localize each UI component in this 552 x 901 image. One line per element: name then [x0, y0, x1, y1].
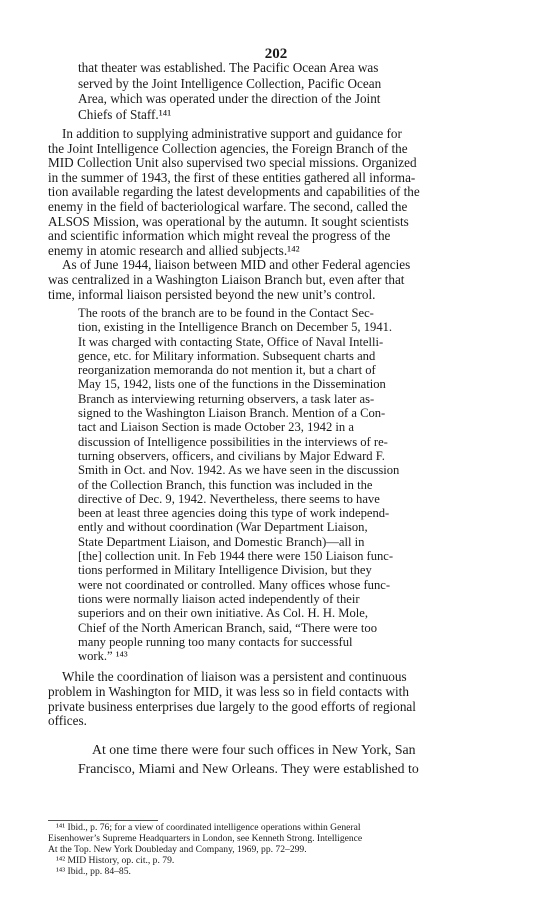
text-line: As of June 1944, liaison between MID and other Federal agencies	[62, 258, 411, 273]
text-line: It was charged with contacting State, Office of Naval Intelli-	[78, 334, 384, 349]
text-line: ALSOS Mission, was operational by the autumn. It sought scientists	[48, 214, 409, 229]
text-line: Francisco, Miami and New Orleans. They were established to	[78, 761, 419, 776]
text-line: gence, etc. for Military information. Subsequent charts and	[78, 348, 376, 363]
text-line: enemy in the field of bacteriological warfare. The second, called the	[48, 199, 408, 214]
text-line: many people running too many contacts for successful	[78, 634, 353, 649]
text-line: discussion of Intelligence possibilities in the interviews of re-	[78, 434, 388, 449]
text-line: tions performed in Military Intelligence Division, but they	[78, 563, 372, 578]
text-line: ently and without coordination (War Department Liaison,	[78, 520, 368, 535]
text-line: The roots of the branch are to be found in the Contact Sec-	[78, 306, 374, 320]
text-line: enemy in atomic research and allied subjects.¹⁴²	[48, 243, 300, 258]
text-line: was centralized in a Washington Liaison Branch but, even after that	[48, 272, 405, 287]
text-line: reorganization memoranda do not mention it, but a chart of	[78, 363, 376, 378]
text-line: of the Collection Branch, this function was included in the	[78, 477, 373, 492]
text-line: [the] collection unit. In Feb 1944 there were 150 Liaison func-	[78, 549, 394, 564]
text-line: superiors and on their own initiative. As Col. H. H. Mole,	[78, 606, 368, 621]
text-line: Chief of the North American Branch, said, “There were too	[78, 620, 377, 635]
text-line: State Department Liaison, and Domestic Branch)—all in	[78, 534, 365, 549]
footnote-line: ¹⁴³ Ibid., pp. 84–85.	[56, 866, 131, 877]
text-line: time, informal liaison persisted beyond the new unit’s control.	[48, 287, 376, 302]
footnote-line: At the Top. New York Doubleday and Company, 1969, pp. 72–299.	[48, 844, 307, 855]
text-line: While the coordination of liaison was a persistent and continuous	[62, 670, 407, 684]
text-line: and scientific information which might reveal the progress of the	[48, 229, 391, 244]
paragraph-special-missions	[48, 127, 518, 302]
text-line: May 15, 1942, lists one of the functions in the Dissemination	[78, 377, 386, 392]
text-line: turning observers, officers, and civilians by Major Edward F.	[78, 448, 385, 463]
text-line: been at least three agencies doing this type of work independ-	[78, 506, 390, 521]
footnote-rule	[48, 820, 158, 821]
text-line: At one time there were four such offices in New York, San	[92, 742, 416, 757]
text-line: tions were normally liaison acted independently of their	[78, 591, 360, 606]
text-line: were not coordinated or controlled. Many offices whose func-	[78, 577, 391, 592]
text-line: Branch as interviewing returning observers, a task later as-	[78, 391, 375, 406]
text-line: tion, existing in the Intelligence Branch on December 5, 1941.	[78, 320, 393, 335]
page-number: 202	[264, 46, 288, 62]
text-line: problem in Washington for MID, it was less so in field contacts with	[48, 684, 409, 699]
text-line: directive of Dec. 9, 1942. Nevertheless, there seems to have	[78, 491, 380, 506]
paragraph-continuation	[78, 60, 518, 122]
text-line: private business enterprises due largely to the good efforts of regional	[48, 699, 416, 714]
text-line: signed to the Washington Liaison Branch. Mention of a Con-	[78, 406, 386, 421]
text-line: tact and Liaison Section is made October 23, 1942 in a	[78, 420, 354, 435]
text-line: offices.	[48, 714, 87, 729]
footnote-line: ¹⁴¹ Ibid., p. 76; for a view of coordinated intelligence operations within General	[56, 822, 361, 833]
text-line: work.” ¹⁴³	[78, 649, 128, 664]
block-quote-regional-offices	[78, 740, 518, 778]
footnotes	[48, 822, 518, 877]
text-line: MID Collection Unit also supervised two special missions. Organized	[48, 156, 417, 171]
text-line: the Joint Intelligence Collection agencies, the Foreign Branch of the	[48, 141, 408, 156]
text-line: served by the Joint Intelligence Collection, Pacific Ocean	[78, 75, 382, 91]
text-line: Smith in Oct. and Nov. 1942. As we have seen in the discussion	[78, 463, 400, 478]
text-line: Area, which was operated under the direction of the Joint	[78, 91, 381, 106]
text-line: Chiefs of Staff.¹⁴¹	[78, 106, 172, 122]
footnote-line: Eisenhower’s Supreme Headquarters in London, see Kenneth Strong. Intelligence	[48, 833, 363, 844]
block-quote	[78, 306, 518, 663]
text-line: that theater was established. The Pacific Ocean Area was	[78, 60, 379, 75]
paragraph-field-contacts	[48, 670, 518, 729]
text-line: tion available regarding the latest developments and capabilities of the	[48, 185, 420, 200]
footnote-line: ¹⁴² MID History, op. cit., p. 79.	[56, 855, 175, 866]
text-line: In addition to supplying administrative support and guidance for	[62, 127, 402, 141]
text-line: in the summer of 1943, the first of these entities gathered all informa-	[48, 170, 416, 185]
